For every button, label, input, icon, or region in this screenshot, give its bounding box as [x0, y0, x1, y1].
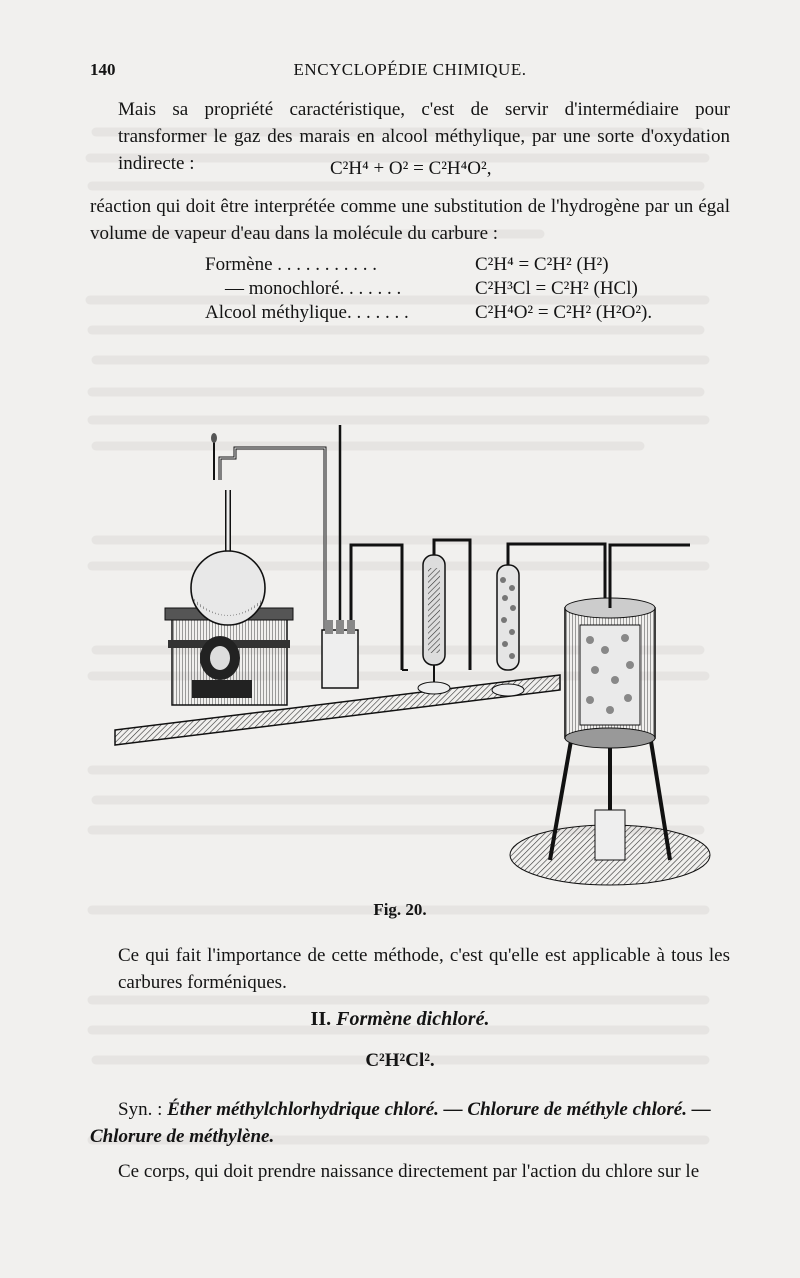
figure-caption: Fig. 20. [373, 900, 427, 919]
compound-name: Alcool méthylique. . . . . . . [205, 302, 409, 323]
synonyms-text: Éther méthylchlorhydrique chloré. — Chlorure de méthyle chloré. — Chlorure de méthylène. [90, 1099, 711, 1147]
apparatus-engraving [110, 340, 730, 890]
section-number: II. [310, 1008, 332, 1030]
formula-table-row [205, 276, 638, 302]
page-number: 140 [90, 60, 116, 79]
compound-name: Formène . . . . . . . . . . . [205, 254, 378, 275]
running-header [90, 60, 730, 84]
synonyms-label: Syn. : [118, 1099, 163, 1120]
compound-formula: C²H⁴O² = C²H² (H²O²). [475, 302, 653, 323]
running-title: ENCYCLOPÉDIE CHIMIQUE. [293, 60, 527, 79]
paragraph-importance: Ce qui fait l'importance de cette méthode, c'est qu'elle est applicable à tous les carbures forméniques. [118, 945, 730, 993]
synonyms [90, 1096, 730, 1150]
paragraph-reaction: réaction qui doit être interprétée comme une substitution de l'hydrogène par un égal volume de vapeur d'eau dans la molécule du carbure : [90, 196, 730, 244]
compound-formula: C²H³Cl = C²H² (HCl) [475, 278, 638, 299]
compound-formula: C²H⁴ = C²H² (H²) [475, 254, 609, 275]
paragraph-last: Ce corps, qui doit prendre naissance directement par l'action du chlore sur le [118, 1161, 700, 1182]
paragraph-intro-text: Mais sa propriété caractéristique, c'est de servir d'intermédiaire pour transformer le gaz des marais en alcool méthylique, par une sorte d'oxydation indirecte : [118, 99, 730, 174]
round-flask [191, 433, 325, 630]
cylinder-reactor [510, 545, 710, 885]
equation-oxidation: C²H⁴ + O² = C²H⁴O², [330, 158, 492, 179]
wash-bottle [322, 545, 402, 688]
section-title: Formène dichloré. [336, 1008, 490, 1030]
compound-name: — monochloré. . . . . . . [225, 278, 402, 299]
formula-table-row [205, 252, 609, 278]
section-formula: C²H²Cl². [365, 1050, 435, 1071]
formula-table-row [205, 300, 652, 326]
section-heading [0, 1008, 800, 1031]
drying-tube-1 [402, 540, 470, 694]
